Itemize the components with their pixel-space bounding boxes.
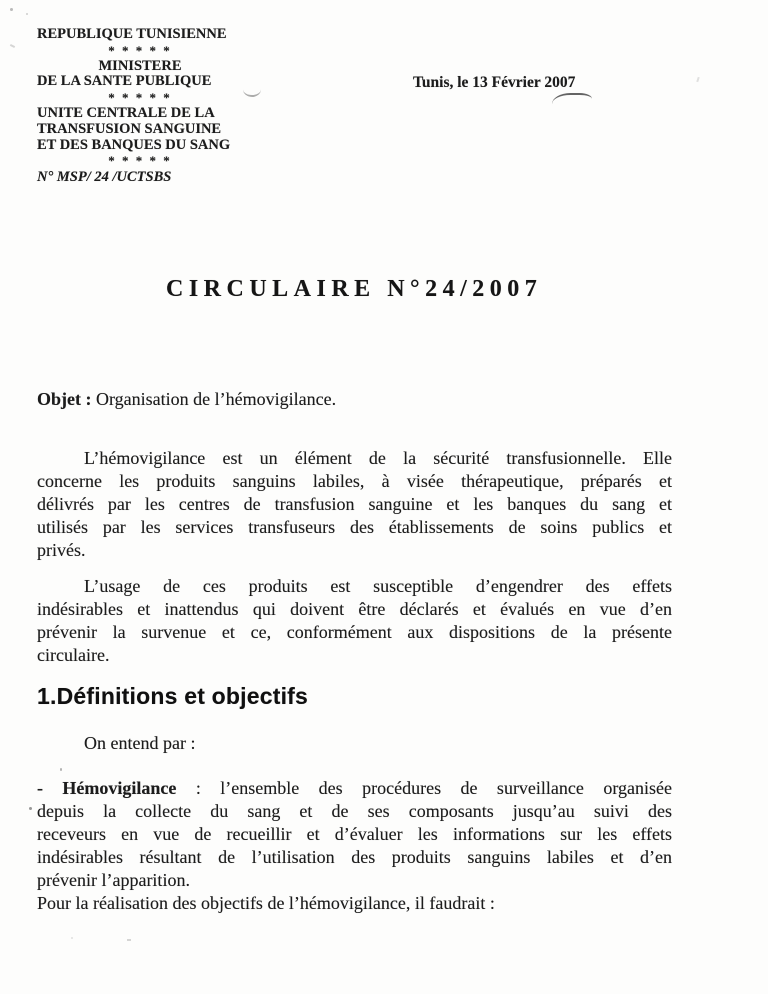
scan-artifact (243, 88, 261, 97)
letterhead-ministere: MINISTERE (98, 57, 182, 74)
definition-paragraph (37, 777, 672, 915)
paragraph-line: prévenir la survenue et ce, conformément aux dispositions de la présente (37, 622, 672, 642)
scan-artifact (127, 939, 131, 941)
intro-line: On entend par : (84, 733, 196, 753)
letterhead-sante-publique: DE LA SANTE PUBLIQUE (37, 73, 212, 90)
dateline: Tunis, le 13 Février 2007 (413, 74, 576, 91)
letterhead (37, 27, 243, 186)
letterhead-stars: * * * * * (108, 90, 172, 106)
scan-artifact (71, 937, 73, 939)
scan-artifact (29, 807, 32, 810)
paragraph-line: privés. (37, 540, 86, 560)
paragraph-line: délivrés par les centres de transfusion sanguine et les banques du sang et (37, 494, 672, 514)
paragraph-line (37, 777, 672, 800)
document-body (37, 388, 672, 915)
scan-artifact (552, 93, 592, 104)
scan-artifact (10, 44, 15, 48)
paragraph-line: L’usage de ces produits est susceptible d’engendrer des effets (84, 576, 672, 596)
letterhead-unite-centrale: UNITE CENTRALE DE LA (37, 104, 215, 121)
body-paragraph-1 (37, 447, 672, 562)
letterhead-banques-du-sang: ET DES BANQUES DU SANG (37, 136, 231, 153)
paragraph-line: utilisés par les services transfuseurs des établissements de soins publics et (37, 517, 672, 537)
scan-artifact (10, 8, 13, 11)
paragraph-line: L’hémovigilance est un élément de la sécurité transfusionnelle. Elle (84, 448, 672, 468)
letterhead-republique: REPUBLIQUE TUNISIENNE (37, 26, 227, 42)
body-paragraph-2 (37, 575, 672, 667)
paragraph-line: indésirables résultant de l’utilisation des produits sanguins labiles et d’en (37, 847, 672, 867)
closing-line: Pour la réalisation des objectifs de l’hémovigilance, il faudrait : (37, 893, 495, 913)
section-heading-definitions: 1.Définitions et objectifs (37, 683, 309, 709)
paragraph-line: depuis la collecte du sang et de ses composants jusqu’au suivi des (37, 801, 672, 821)
subject-label: Objet : (37, 389, 92, 409)
definition-text: : l’ensemble des procédures de surveillance organisée (176, 778, 672, 798)
paragraph-line: circulaire. (37, 645, 110, 665)
subject-line (37, 388, 672, 411)
scan-artifact (26, 13, 28, 15)
paragraph-line: indésirables et inattendus qui doivent être déclarés et évalués en vue d’en (37, 599, 672, 619)
reference-number: N° MSP/ 24 /UCTSBS (37, 169, 172, 186)
subject-text: Organisation de l’hémovigilance. (91, 389, 337, 409)
letterhead-stars: * * * * * (108, 42, 172, 58)
paragraph-line: receveurs en vue de recueillir et d’évaluer les informations sur les effets (37, 824, 672, 844)
letterhead-stars: * * * * * (108, 153, 172, 169)
paragraph-line: prévenir l’apparition. (37, 870, 190, 890)
circular-title: CIRCULAIRE N°24/2007 (166, 276, 543, 302)
scan-artifact (696, 77, 699, 82)
definition-term: - Hémovigilance (37, 778, 177, 798)
paragraph-line: concerne les produits sanguins labiles, à visée thérapeutique, préparés et (37, 471, 672, 491)
letterhead-transfusion-sanguine: TRANSFUSION SANGUINE (37, 120, 222, 137)
